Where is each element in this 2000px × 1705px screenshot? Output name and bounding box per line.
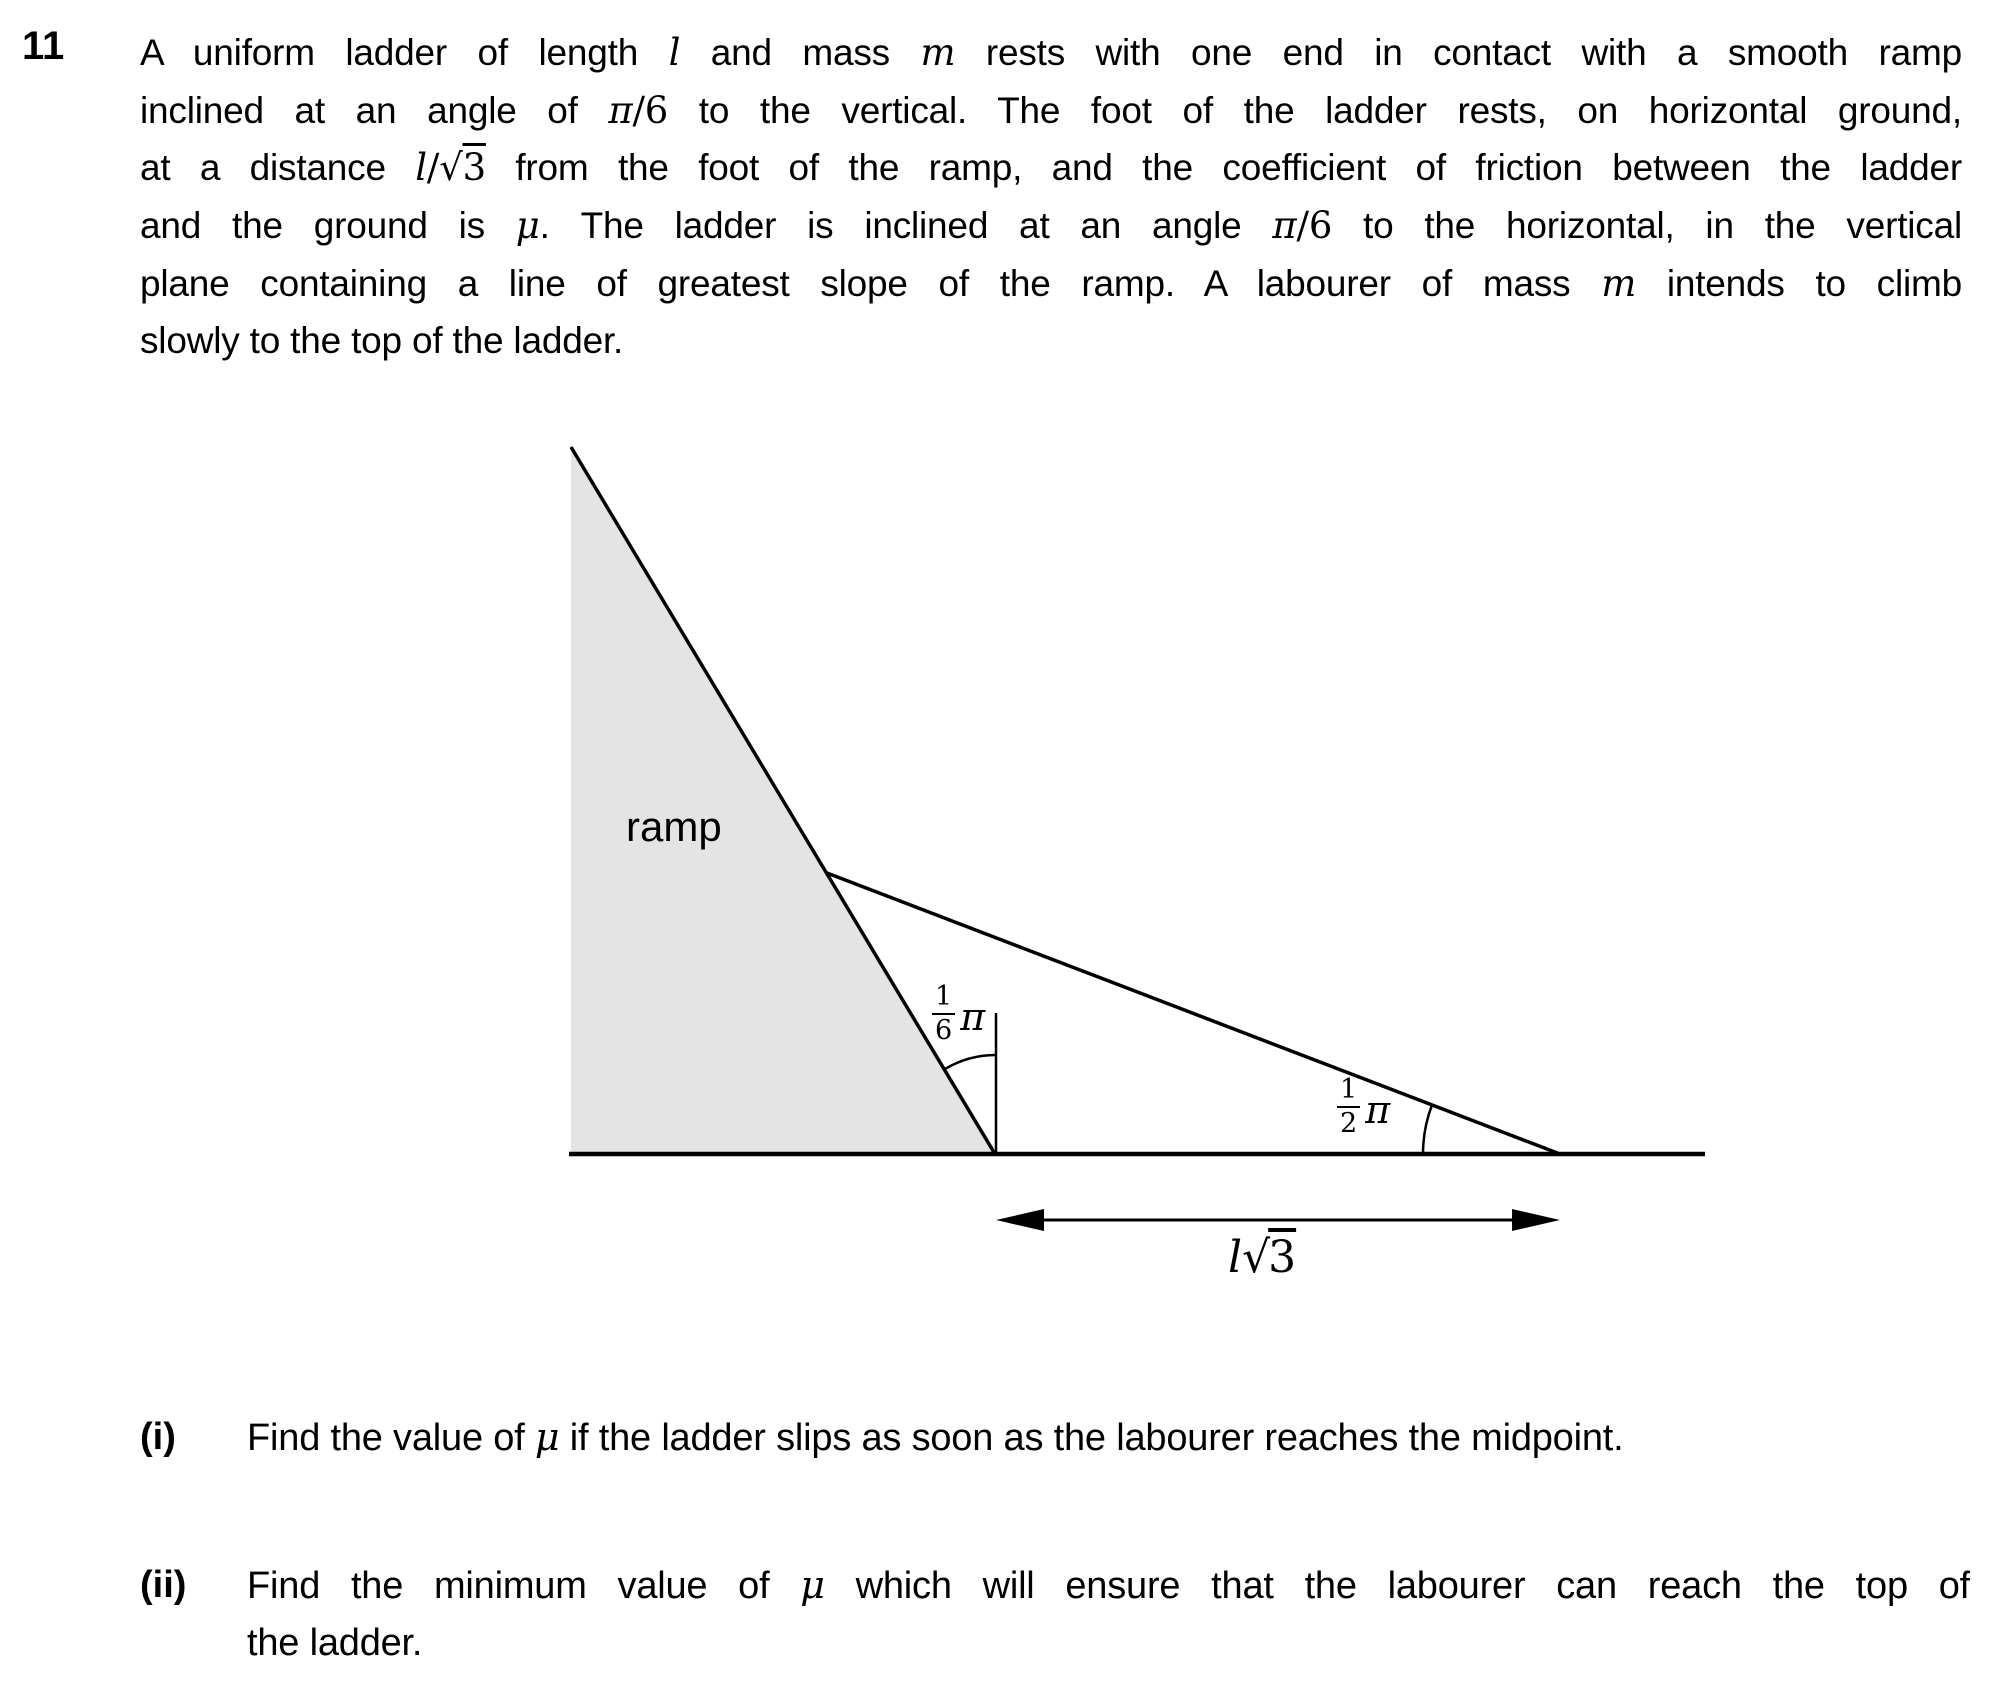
part-ii-line: the ladder. xyxy=(247,1621,423,1664)
paragraph-line: inclined at an angle of π/6 to the vertical. The foot of the ladder rests, on horizontal ground, xyxy=(140,88,1962,132)
distance-arrow-right-head xyxy=(1512,1209,1560,1231)
distance-label xyxy=(1228,1234,1296,1282)
part-i-label: (i) xyxy=(140,1416,176,1458)
ladder-angle-arc xyxy=(1423,1105,1432,1154)
paragraph-line: plane containing a line of greatest slope of the ramp. A labourer of mass m intends to climb xyxy=(140,261,1962,305)
radicand: 3 xyxy=(1268,1232,1297,1283)
fraction-numerator: 1 xyxy=(932,983,955,1015)
fraction-denominator: 6 xyxy=(935,1015,953,1047)
ramp-label: ramp xyxy=(626,803,722,850)
angle-fraction xyxy=(932,983,955,1046)
distance-coefficient: l xyxy=(1228,1232,1243,1283)
part-i-text xyxy=(247,1409,1970,1467)
part-ii-line: Find the minimum value of μ which will ensure that the labourer can reach the top of xyxy=(247,1563,1970,1607)
ladder-ground-angle-label xyxy=(1337,1076,1390,1139)
paragraph-line: slowly to the top of the ladder. xyxy=(140,320,624,362)
radical-sign: √ xyxy=(1242,1232,1269,1283)
paragraph-line: at a distance l/√3 from the foot of the ramp, and the coefficient of friction between the ladder xyxy=(140,146,1962,190)
part-ii-text xyxy=(247,1557,1970,1672)
part-i-line: Find the value of μ if the ladder slips as soon as the labourer reaches the midpoint. xyxy=(247,1415,1624,1459)
pi-symbol: π xyxy=(960,995,986,1040)
question-number: 11 xyxy=(22,24,65,68)
fraction-numerator: 1 xyxy=(1337,1076,1360,1108)
pi-symbol: π xyxy=(1365,1088,1391,1133)
distance-arrow-left-head xyxy=(996,1209,1044,1231)
fraction-denominator: 2 xyxy=(1340,1108,1358,1140)
paragraph-line: and the ground is μ. The ladder is inclined at an angle π/6 to the horizontal, in the vertical xyxy=(140,204,1962,248)
ramp-vertical-angle-label xyxy=(932,983,985,1046)
angle-fraction xyxy=(1337,1076,1360,1139)
ramp-angle-arc xyxy=(945,1055,996,1069)
paragraph-line: A uniform ladder of length l and mass m rests with one end in contact with a smooth ramp xyxy=(140,31,1962,74)
part-ii-label: (ii) xyxy=(140,1564,187,1606)
